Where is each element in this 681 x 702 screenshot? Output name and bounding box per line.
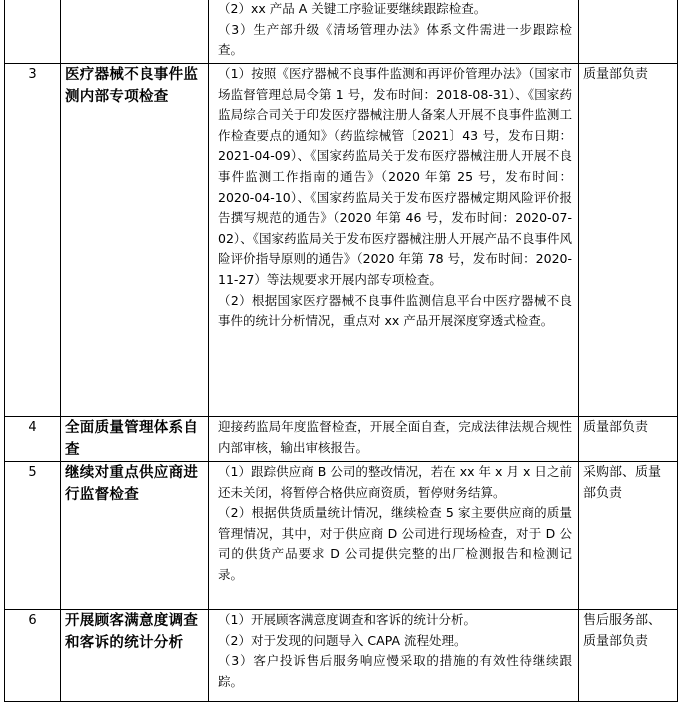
table-row-continuation <box>5 0 678 64</box>
content-paragraph: （1）开展顾客满意度调查和客诉的统计分析。 <box>218 612 476 627</box>
table-row <box>5 417 678 462</box>
content-cell <box>209 417 579 462</box>
content-paragraph: （1）跟踪供应商 B 公司的整改情况，若在 xx 年 x 月 x 日之前还未关闭，将暂停合格供应商资质，暂停财务结算。 <box>218 464 572 500</box>
content-paragraph: （2）xx 产品 A 关键工序验证要继续跟踪检查。 <box>218 1 487 16</box>
title-cell <box>61 0 209 64</box>
content-paragraph: （3）生产部升级《清场管理办法》体系文件需进一步跟踪检查。 <box>218 21 572 58</box>
content-cell <box>209 462 579 610</box>
row-number: 5 <box>5 462 61 610</box>
content-paragraph: （2）根据国家医疗器械不良事件监测信息平台中医疗器械不良事件的统计分析情况，重点对 xx 产品开展深度穿透式检查。 <box>218 292 572 329</box>
content-paragraph: （2）对于发现的问题导入 CAPA 流程处理。 <box>218 632 467 648</box>
content-cell <box>209 0 579 64</box>
responsible-cell <box>579 0 678 64</box>
row-title: 全面质量管理体系自查 <box>61 417 209 462</box>
content-cell <box>209 64 579 417</box>
responsible: 售后服务部、质量部负责 <box>579 610 678 702</box>
table-row <box>5 64 678 417</box>
content-paragraph: 迎接药监局年度监督检查，开展全面自查，完成法律法规合规性内部审核，输出审核报告。 <box>218 419 572 455</box>
row-title: 医疗器械不良事件监测内部专项检查 <box>61 64 209 417</box>
content-paragraph: （2）根据供货质量统计情况，继续检查 5 家主要供应商的质量管理情况，其中，对于供应商 D 公司进行现场检查，对于 D 公司的供货产品要求 D 公司提供完整的出厂检测报告和检测记录。 <box>218 505 572 582</box>
responsible: 质量部负责 <box>579 417 678 462</box>
responsible: 质量部负责 <box>579 64 678 417</box>
table-row <box>5 610 678 702</box>
num-cell <box>5 0 61 64</box>
row-number: 6 <box>5 610 61 702</box>
content-paragraph: （3）客户投诉售后服务响应慢采取的措施的有效性待继续跟踪。 <box>218 653 572 689</box>
content-paragraph: （1）按照《医疗器械不良事件监测和再评价管理办法》（国家市场监督管理总局令第 1 号，发布时间：2018-08-31）、《国家药监局综合司关于印发医疗器械注册人备案人开展不良事件监测工作检查要点的通知》（药监综械管〔2021〕43 号，发布日期：2021-04-09）、《国家药监局关于发布医疗器械注册人开展不良事件监测工作指南的通告》（2020 年第 25 号，发布时间：2020-04-10）、《国家药监局关于发布医疗器械定期风险评价报告撰写规范的通告》（2020 年第 46 号，发布时间：2020-07-02）、《国家药监局关于发布医疗器械注册人开展产品不良事件风险评价指导原则的通告》（2020 年第 78 号，发布时间：2020-11-27）等法规要求开展内部专项检查。 <box>218 66 572 287</box>
row-title: 开展顾客满意度调查和客诉的统计分析 <box>61 610 209 702</box>
row-number: 4 <box>5 417 61 462</box>
content-cell <box>209 610 579 702</box>
row-title: 继续对重点供应商进行监督检查 <box>61 462 209 610</box>
row-number: 3 <box>5 64 61 417</box>
table-row <box>5 462 678 610</box>
plan-table <box>4 0 678 702</box>
responsible: 采购部、质量部负责 <box>579 462 678 610</box>
